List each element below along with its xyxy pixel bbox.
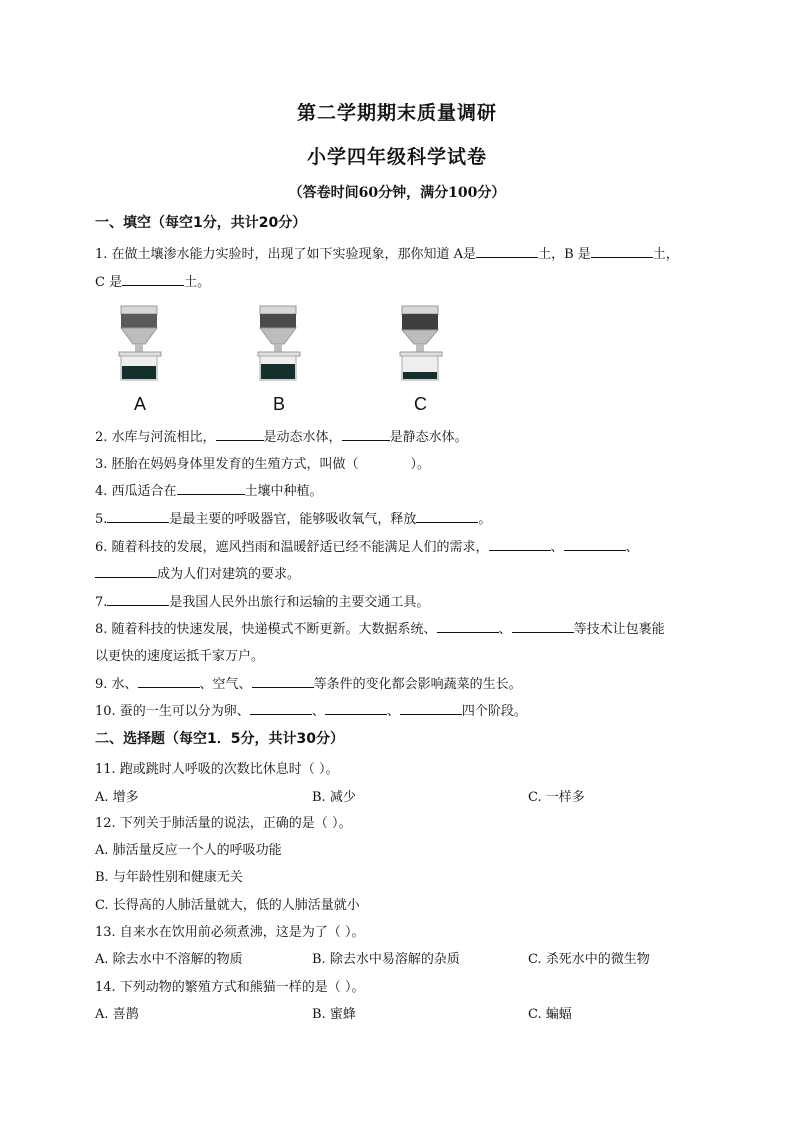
blank[interactable] [325,701,387,715]
q11-option-c[interactable]: C. 一样多 [528,790,585,805]
q6-text-d: 成为人们对建筑的要求。 [157,567,301,582]
q12-option-c[interactable]: C. 长得高的人肺活量就大，低的人肺活量就小 [95,898,360,913]
blank[interactable] [416,509,478,523]
blank[interactable] [107,509,169,523]
q3-text-b: ）。 [410,457,431,472]
q10-text-b: 、 [311,704,325,719]
q1-text-e: 土。 [184,275,211,290]
question-11-stem: 11. 跑或跳时人呼吸的次数比休息时（ ）。 [95,762,339,777]
blank[interactable] [512,619,574,633]
question-6-line-1 [95,536,639,555]
question-14-stem: 14. 下列动物的繁殖方式和熊猫一样的是（ ）。 [95,980,365,995]
figure-label-c: C [414,394,427,414]
q1-text-a: 1. 在做土壤渗水能力实验时，出现了如下实验现象，那你知道 A是 [95,247,477,262]
q2-text-a: 2. 水库与河流相比， [95,430,216,445]
exam-subtitle: 小学四年级科学试卷 [306,146,487,168]
blank[interactable] [95,564,157,578]
question-7 [95,591,429,610]
section-2-heading: 二、选择题（每空1．5分，共计30分） [95,731,344,747]
q12-option-b[interactable]: B. 与年龄性别和健康无关 [95,870,243,885]
question-6-line-2 [95,563,300,582]
question-2 [95,426,468,445]
blank[interactable] [177,481,245,495]
figure-label-b: B [273,394,286,414]
q13-option-b[interactable]: B. 除去水中易溶解的杂质 [312,952,460,967]
question-13-stem: 13. 自来水在饮用前必须煮沸，这是为了（ ）。 [95,925,365,940]
blank[interactable] [216,427,264,441]
exam-time-note: （答卷时间60分钟，满分100分） [288,185,506,201]
q11-option-a[interactable]: A. 增多 [95,790,139,805]
question-9 [95,673,522,692]
q5-text-a: 5. [95,512,108,527]
blank[interactable] [591,244,653,258]
q9-text-a: 9. 水、 [95,677,138,692]
blank[interactable] [250,701,312,715]
question-1-line-1 [95,243,679,262]
question-10 [95,700,527,719]
q10-text-a: 10. 蚕的一生可以分为卵、 [95,704,250,719]
blank[interactable] [107,592,169,606]
question-8-line-1 [95,618,665,637]
q10-text-c: 、 [386,704,400,719]
q6-text-b: 、 [550,540,564,555]
section-1-heading: 一、填空（每空1分，共计20分） [95,215,307,231]
q8-text-a: 8. 随着科技的快速发展，快递模式不断更新。大数据系统、 [95,622,437,637]
blank[interactable] [138,674,200,688]
q9-text-b: 、空气、 [199,677,252,692]
q8-text-d: 以更快的速度运抵千家万户。 [95,649,265,664]
q4-text-b: 土壤中种植。 [244,484,323,499]
blank[interactable] [437,619,499,633]
question-4 [95,480,323,499]
q3-text-a: 3. 胚胎在妈妈身体里发育的生殖方式，叫做（ [95,457,359,472]
blank[interactable] [122,272,184,286]
blank[interactable] [252,674,314,688]
q6-text-a: 6. 随着科技的发展，遮风挡雨和温暖舒适已经不能满足人们的需求， [95,540,489,555]
q12-option-a[interactable]: A. 肺活量反应一个人的呼吸功能 [95,843,282,858]
q14-option-a[interactable]: A. 喜鹊 [95,1007,139,1022]
blank[interactable] [564,537,626,551]
q13-option-c[interactable]: C. 杀死水中的微生物 [528,952,650,967]
q2-text-b: 是动态水体， [263,430,342,445]
blank[interactable] [400,701,462,715]
q14-option-c[interactable]: C. 蝙蝠 [528,1007,572,1022]
blank[interactable] [476,244,538,258]
question-5 [95,508,491,527]
q1-text-b: 土，B 是 [538,247,591,262]
q6-text-c: 、 [625,540,639,555]
q1-text-c: 土， [652,247,679,262]
question-12-stem: 12. 下列关于肺活量的说法，正确的是（ ）。 [95,816,352,831]
question-8-line-2 [95,645,264,664]
q7-text-a: 7. [95,595,108,610]
question-1-line-2 [95,271,210,290]
q1-text-d: C 是 [95,275,123,290]
q8-text-c: 等技术让包裹能 [573,622,665,637]
q7-text-b: 是我国人民外出旅行和运输的主要交通工具。 [169,595,430,610]
exam-title: 第二学期期末质量调研 [296,102,497,124]
blank[interactable] [489,537,551,551]
q11-option-b[interactable]: B. 减少 [312,790,356,805]
q9-text-c: 等条件的变化都会影响蔬菜的生长。 [313,677,522,692]
q2-text-c: 是静态水体。 [389,430,468,445]
q13-option-a[interactable]: A. 除去水中不溶解的物质 [95,952,243,967]
q14-option-b[interactable]: B. 蜜蜂 [312,1007,356,1022]
figure-label-a: A [134,394,147,414]
q5-text-c: 。 [478,512,492,527]
q5-text-b: 是最主要的呼吸器官，能够吸收氧气，释放 [169,512,417,527]
q4-text-a: 4. 西瓜适合在 [95,484,177,499]
q8-text-b: 、 [498,622,512,637]
question-3 [95,453,430,472]
q10-text-d: 四个阶段。 [461,704,527,719]
blank[interactable] [342,427,390,441]
